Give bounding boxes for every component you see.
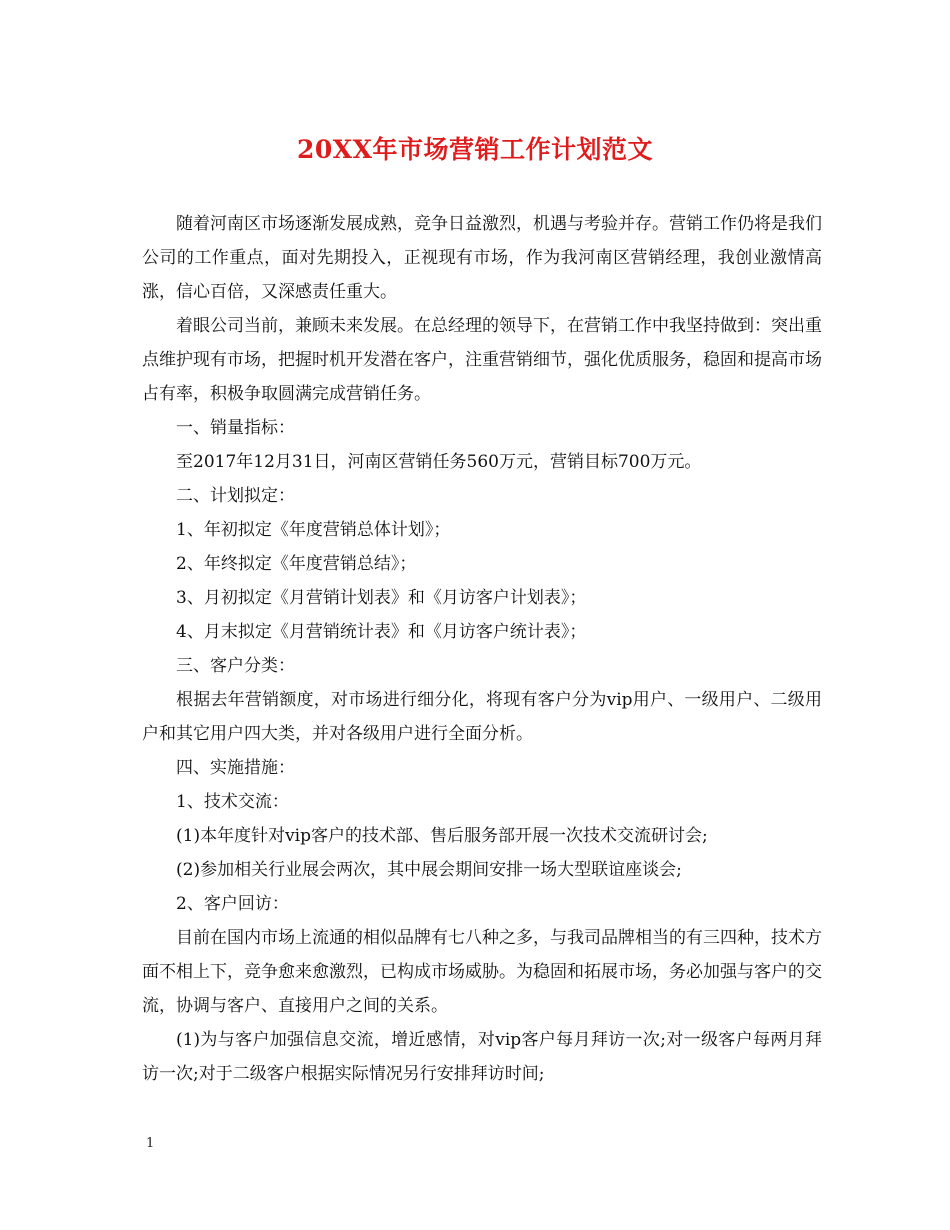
page-number: 1 (146, 1136, 155, 1151)
subsection-heading: 2、客户回访： (176, 894, 289, 914)
section-heading: 四、实施措施： (176, 758, 295, 778)
paragraph: 根据去年营销额度，对市场进行细分化，将现有客户分为vip用户、一级用户、二级用户和其它用户四大类，并对各级用户进行全面分析。 (142, 690, 822, 744)
section-heading: 三、客户分类： (176, 656, 295, 676)
list-item: 3、月初拟定《月营销计划表》和《月访客户计划表》； (176, 588, 587, 608)
document-title: 20XX年市场营销工作计划范文 (296, 135, 654, 164)
list-item: (1)本年度针对vip客户的技术部、售后服务部开展一次技术交流研讨会; (176, 826, 708, 846)
list-item: (1)为与客户加强信息交流，增近感情，对vip客户每月拜访一次;对一级客户每两月拜访一次;对于二级客户根据实际情况另行安排拜访时间; (142, 1030, 822, 1084)
section-heading: 一、销量指标： (176, 418, 295, 438)
list-item: 2、年终拟定《年度营销总结》； (176, 554, 417, 574)
list-item: (2)参加相关行业展会两次，其中展会期间安排一场大型联谊座谈会; (176, 860, 682, 880)
section-heading: 二、计划拟定： (176, 486, 295, 506)
list-item: 1、年初拟定《年度营销总体计划》； (176, 520, 451, 540)
paragraph: 至2017年12月31日，河南区营销任务560万元，营销目标700万元。 (176, 452, 702, 472)
list-item: 4、月末拟定《月营销统计表》和《月访客户统计表》； (176, 622, 587, 642)
subsection-heading: 1、技术交流： (176, 792, 289, 812)
document-body (142, 207, 822, 1091)
paragraph: 着眼公司当前，兼顾未来发展。在总经理的领导下，在营销工作中我坚持做到：突出重点维护现有市场，把握时机开发潜在客户，注重营销细节，强化优质服务，稳固和提高市场占有率，积极争取圆满完成营销任务。 (142, 316, 822, 404)
paragraph: 目前在国内市场上流通的相似品牌有七八种之多，与我司品牌相当的有三四种，技术方面不相上下，竞争愈来愈激烈，已构成市场威胁。为稳固和拓展市场，务必加强与客户的交流，协调与客户、直接用户之间的关系。 (142, 928, 822, 1016)
paragraph: 随着河南区市场逐渐发展成熟，竞争日益激烈，机遇与考验并存。营销工作仍将是我们公司的工作重点，面对先期投入，正视现有市场，作为我河南区营销经理，我创业激情高涨，信心百倍，又深感责任重大。 (142, 214, 822, 302)
